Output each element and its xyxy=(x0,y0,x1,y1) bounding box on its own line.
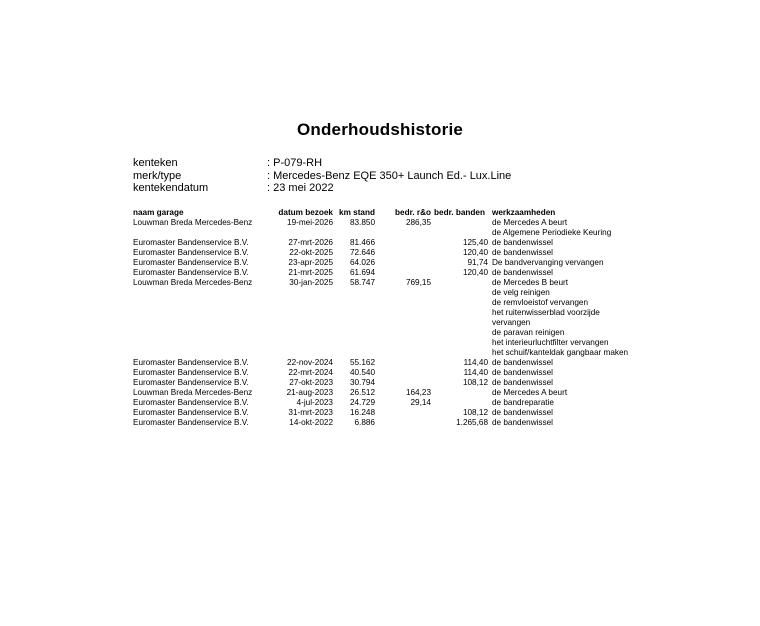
cell-garage xyxy=(133,348,267,358)
table-row xyxy=(133,398,628,408)
cell-work: de bandenwissel xyxy=(492,358,553,367)
table-row xyxy=(133,418,628,428)
cell-km: 40.540 xyxy=(349,368,375,377)
cell-date: 23-apr-2025 xyxy=(288,258,333,267)
cell-ro: 164,23 xyxy=(405,388,431,397)
vehicle-info-row xyxy=(133,182,511,195)
cell-tyres: 91,74 xyxy=(467,258,488,267)
cell-garage xyxy=(133,338,267,348)
table-row xyxy=(133,308,628,318)
cell-work: de bandenwissel xyxy=(492,368,553,377)
cell-ro: 769,15 xyxy=(405,278,431,287)
table-row xyxy=(133,258,628,268)
cell-ro: 29,14 xyxy=(410,398,431,407)
table-row xyxy=(133,288,628,298)
cell-km: 81.466 xyxy=(349,238,375,247)
table-row xyxy=(133,408,628,418)
cell-km: 26.512 xyxy=(349,388,375,397)
cell-garage: Euromaster Bandenservice B.V. xyxy=(133,398,249,407)
cell-date: 22-nov-2024 xyxy=(287,358,333,367)
cell-date xyxy=(267,308,333,318)
table-row xyxy=(133,338,628,348)
cell-work: de velg reinigen xyxy=(492,288,550,297)
cell-km: 61.694 xyxy=(349,268,375,277)
cell-tyres xyxy=(431,308,488,318)
cell-ro xyxy=(375,288,431,298)
cell-km xyxy=(333,318,375,328)
cell-garage: Euromaster Bandenservice B.V. xyxy=(133,408,249,417)
header-garage: naam garage xyxy=(133,208,184,217)
cell-ro xyxy=(375,308,431,318)
cell-date xyxy=(267,288,333,298)
cell-ro xyxy=(375,228,431,238)
cell-date: 4-jul-2023 xyxy=(296,398,333,407)
cell-tyres xyxy=(431,298,488,308)
table-row xyxy=(133,228,628,238)
cell-ro xyxy=(375,368,431,378)
cell-date: 21-aug-2023 xyxy=(286,388,333,397)
cell-work: de Mercedes A beurt xyxy=(492,388,568,397)
cell-tyres xyxy=(431,218,488,228)
cell-tyres xyxy=(431,228,488,238)
cell-km: 55.162 xyxy=(349,358,375,367)
cell-tyres xyxy=(431,338,488,348)
cell-ro xyxy=(375,248,431,258)
cell-tyres: 120,40 xyxy=(462,248,488,257)
cell-date xyxy=(267,298,333,308)
cell-garage: Euromaster Bandenservice B.V. xyxy=(133,418,249,427)
cell-date: 14-okt-2022 xyxy=(289,418,333,427)
cell-tyres xyxy=(431,318,488,328)
cell-tyres xyxy=(431,328,488,338)
history-table xyxy=(133,208,628,428)
cell-date: 27-mrt-2026 xyxy=(288,238,333,247)
header-date: datum bezoek xyxy=(278,208,333,217)
cell-garage: Euromaster Bandenservice B.V. xyxy=(133,258,249,267)
cell-work: de Algemene Periodieke Keuring xyxy=(492,228,612,237)
cell-garage: Louwman Breda Mercedes-Benz xyxy=(133,278,253,287)
cell-garage xyxy=(133,228,267,238)
cell-ro xyxy=(375,268,431,278)
cell-km: 24.729 xyxy=(349,398,375,407)
cell-tyres xyxy=(431,288,488,298)
cell-work: de bandenwissel xyxy=(492,418,553,427)
cell-tyres: 114,40 xyxy=(463,358,488,367)
cell-ro xyxy=(375,418,431,428)
cell-date: 22-mrt-2024 xyxy=(288,368,333,377)
cell-garage: Euromaster Bandenservice B.V. xyxy=(133,358,249,367)
table-row xyxy=(133,248,628,258)
vehicle-info-row xyxy=(133,170,511,183)
table-row xyxy=(133,368,628,378)
table-row xyxy=(133,238,628,248)
cell-km xyxy=(333,288,375,298)
cell-ro xyxy=(375,338,431,348)
cell-ro xyxy=(375,238,431,248)
cell-ro xyxy=(375,328,431,338)
cell-km: 58.747 xyxy=(349,278,375,287)
header-ro: bedr. r&o xyxy=(395,208,431,217)
cell-work: het schuif/kanteldak gangbaar maken xyxy=(492,348,629,357)
table-row xyxy=(133,348,628,358)
table-row xyxy=(133,388,628,398)
cell-date xyxy=(267,318,333,328)
cell-garage: Euromaster Bandenservice B.V. xyxy=(133,268,249,277)
cell-tyres xyxy=(431,398,488,408)
vehicle-info-value: : 23 mei 2022 xyxy=(267,182,334,195)
vehicle-info-label: kenteken xyxy=(133,157,178,169)
table-header xyxy=(133,208,628,218)
cell-garage: Euromaster Bandenservice B.V. xyxy=(133,248,249,257)
cell-work: het ruitenwisserblad voorzijde xyxy=(492,308,600,317)
cell-ro xyxy=(375,408,431,418)
header-work: werkzaamheden xyxy=(492,208,556,217)
cell-ro xyxy=(375,298,431,308)
cell-garage: Louwman Breda Mercedes-Benz xyxy=(133,218,253,227)
header-km: km stand xyxy=(339,208,375,217)
vehicle-info-value: : Mercedes-Benz EQE 350+ Launch Ed.- Lux.Line xyxy=(267,169,512,182)
cell-km: 30.794 xyxy=(349,378,375,387)
cell-garage xyxy=(133,308,267,318)
vehicle-info-label: merk/type xyxy=(133,169,182,182)
cell-work: de bandenwissel xyxy=(492,378,553,387)
vehicle-info-label: kentekendatum xyxy=(133,182,209,195)
cell-garage xyxy=(133,318,267,328)
cell-work: de Mercedes A beurt xyxy=(492,218,568,227)
table-row xyxy=(133,268,628,278)
cell-garage: Euromaster Bandenservice B.V. xyxy=(133,378,249,387)
cell-km: 83.850 xyxy=(349,218,375,227)
cell-garage xyxy=(133,288,267,298)
cell-work: de bandenwissel xyxy=(492,408,553,417)
cell-work: het interieurluchtfilter vervangen xyxy=(492,338,609,347)
cell-date xyxy=(267,328,333,338)
cell-tyres xyxy=(431,278,488,288)
cell-km: 64.026 xyxy=(349,258,375,267)
cell-km xyxy=(333,348,375,358)
table-row xyxy=(133,318,628,328)
cell-tyres: 108,12 xyxy=(462,408,488,417)
cell-km xyxy=(333,308,375,318)
vehicle-info-value: : P-079-RH xyxy=(267,157,323,169)
table-row xyxy=(133,298,628,308)
cell-ro xyxy=(375,378,431,388)
cell-garage: Euromaster Bandenservice B.V. xyxy=(133,238,249,247)
header-tyres: bedr. banden xyxy=(434,208,485,217)
cell-work: de bandreparatie xyxy=(492,398,554,407)
cell-date xyxy=(267,228,333,238)
vehicle-info-row xyxy=(133,157,511,170)
cell-work: de bandenwissel xyxy=(492,268,553,277)
cell-date xyxy=(267,338,333,348)
page-title: Onderhoudshistorie xyxy=(296,120,464,139)
cell-km xyxy=(333,228,375,238)
cell-tyres xyxy=(431,388,488,398)
cell-date: 27-okt-2023 xyxy=(289,378,333,387)
cell-km xyxy=(333,298,375,308)
cell-km: 6.886 xyxy=(354,418,375,427)
cell-date: 19-mei-2026 xyxy=(287,218,333,227)
cell-garage: Euromaster Bandenservice B.V. xyxy=(133,368,249,377)
vehicle-info xyxy=(133,157,511,195)
cell-km: 72.646 xyxy=(349,248,375,257)
table-body xyxy=(133,218,628,428)
cell-work: De bandvervanging vervangen xyxy=(492,258,604,267)
cell-tyres: 120,40 xyxy=(462,268,488,277)
cell-garage xyxy=(133,328,267,338)
cell-garage: Louwman Breda Mercedes-Benz xyxy=(133,388,253,397)
cell-work: de remvloeistof vervangen xyxy=(492,298,589,307)
cell-date xyxy=(267,348,333,358)
cell-ro xyxy=(375,318,431,328)
cell-date: 22-okt-2025 xyxy=(289,248,333,257)
cell-date: 30-jan-2025 xyxy=(289,278,333,287)
table-row xyxy=(133,358,628,368)
cell-ro: 286,35 xyxy=(405,218,431,227)
cell-km xyxy=(333,328,375,338)
cell-tyres: 125,40 xyxy=(462,238,488,247)
table-row xyxy=(133,218,628,228)
cell-km: 16.248 xyxy=(349,408,375,417)
cell-tyres: 108,12 xyxy=(462,378,488,387)
cell-work: de Mercedes B beurt xyxy=(492,278,569,287)
table-row xyxy=(133,378,628,388)
cell-date: 31-mrt-2023 xyxy=(288,408,333,417)
cell-km xyxy=(333,338,375,348)
table-row xyxy=(133,278,628,288)
cell-garage xyxy=(133,298,267,308)
cell-work: de bandenwissel xyxy=(492,238,553,247)
cell-ro xyxy=(375,348,431,358)
cell-tyres: 1.265,68 xyxy=(456,418,488,427)
table-row xyxy=(133,328,628,338)
cell-date: 21-mrt-2025 xyxy=(288,268,333,277)
cell-work: vervangen xyxy=(492,318,531,327)
cell-tyres xyxy=(431,348,488,358)
cell-work: de bandenwissel xyxy=(492,248,553,257)
cell-ro xyxy=(375,258,431,268)
cell-ro xyxy=(375,358,431,368)
cell-tyres: 114,40 xyxy=(463,368,488,377)
cell-work: de paravan reinigen xyxy=(492,328,565,337)
